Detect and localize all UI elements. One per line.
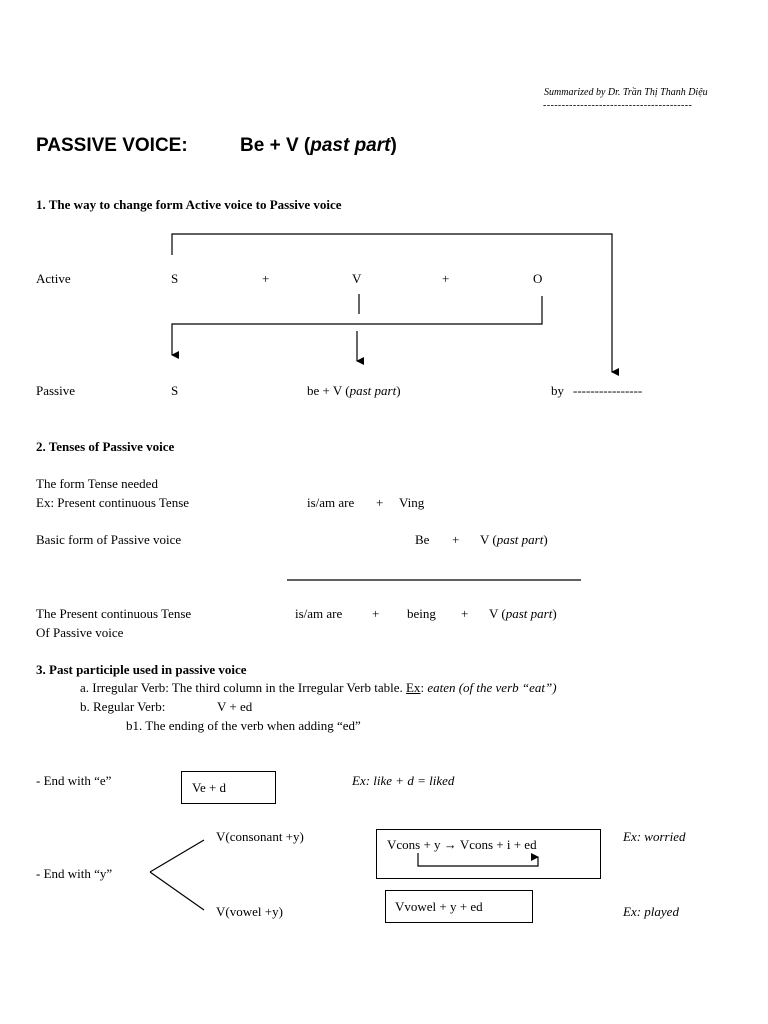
basic-form-label: Basic form of Passive voice [36,532,182,547]
section1-heading: 1. The way to change form Active voice to Passive voice [36,197,342,212]
v-vowel-label: V(vowel +y) [216,904,283,919]
pc-plus1: + [372,606,380,621]
passive-be-v-prefix: be + V ( [307,383,350,398]
regular-verb-formula: V + ed [217,699,253,714]
passive-label: Passive [36,383,75,398]
end-with-y: - End with “y” [36,866,113,881]
ve-d-formula: Ve + d [192,780,227,795]
pc-v [489,607,557,620]
passive-be-v [307,384,401,397]
active-o: O [533,271,543,286]
branch-upper-line [150,840,204,872]
present-continuous-label: The Present continuous Tense [36,606,192,621]
irregular-verb-text: a. Irregular Verb: The third column in the Irregular Verb table. [80,680,406,695]
basic-v-italic: past part [496,532,544,547]
title-formula-prefix: Be + V ( [240,135,311,156]
active-v: V [352,271,362,286]
pc-v-prefix: V ( [489,606,506,621]
passive-be-v-close: ) [396,383,401,398]
pc-isam: is/am are [295,606,343,621]
irregular-ex-label: Ex [405,680,421,695]
pc-plus2: + [461,606,469,621]
passive-by: by [551,383,564,398]
pc-v-italic: past part [505,606,553,621]
page-title: PASSIVE VOICE: [36,135,188,156]
basic-be: Be [415,532,430,547]
branch-lower-line [150,872,204,910]
irregular-verb-line [80,681,557,694]
example-worried: Ex: worried [623,829,686,844]
example-liked: Ex: like + d = liked [352,773,455,788]
irregular-ex-colon: : [420,680,428,695]
end-with-e: - End with “e” [36,773,112,788]
active-plus2: + [442,271,450,286]
section2-heading: 2. Tenses of Passive voice [36,439,175,454]
title-formula [240,136,397,155]
basic-plus: + [452,532,460,547]
pc-being: being [407,606,436,621]
of-passive-voice-label: Of Passive voice [36,625,124,640]
vvowel-formula: Vvowel + y + ed [395,899,483,914]
regular-verb-label: b. Regular Verb: [80,699,166,714]
basic-v [480,533,548,546]
title-formula-suffix: ) [390,135,397,156]
active-s: S [171,271,179,286]
v-consonant-label: V(consonant +y) [216,829,304,844]
passive-be-v-italic: past part [349,383,397,398]
example-label: Ex: Present continuous Tense [36,495,190,510]
active-label: Active [36,271,71,286]
basic-v-close: ) [543,532,548,547]
passive-dashes: ---------------- [573,383,643,398]
active-plus1: + [262,271,270,286]
author-credit: Summarized by Dr. Trần Thị Thanh Diệu [544,87,708,98]
ending-verb-line: b1. The ending of the verb when adding “ed” [126,718,361,733]
example-plus: + [376,495,384,510]
arrow-s-to-by [172,234,612,372]
section3-heading: 3. Past participle used in passive voice [36,662,247,677]
example-isam: is/am are [307,495,355,510]
passive-s: S [171,383,179,398]
vcons-formula: Vcons + y → Vcons + i + ed [387,837,537,852]
irregular-example: eaten (of the verb “eat”) [427,680,557,695]
header-rule: ---------------------------------------- [543,100,693,111]
title-formula-italic: past part [310,135,391,156]
form-tense-needed: The form Tense needed [36,476,158,491]
example-ving: Ving [399,495,425,510]
basic-v-prefix: V ( [480,532,497,547]
example-played: Ex: played [623,904,679,919]
pc-v-close: ) [552,606,557,621]
